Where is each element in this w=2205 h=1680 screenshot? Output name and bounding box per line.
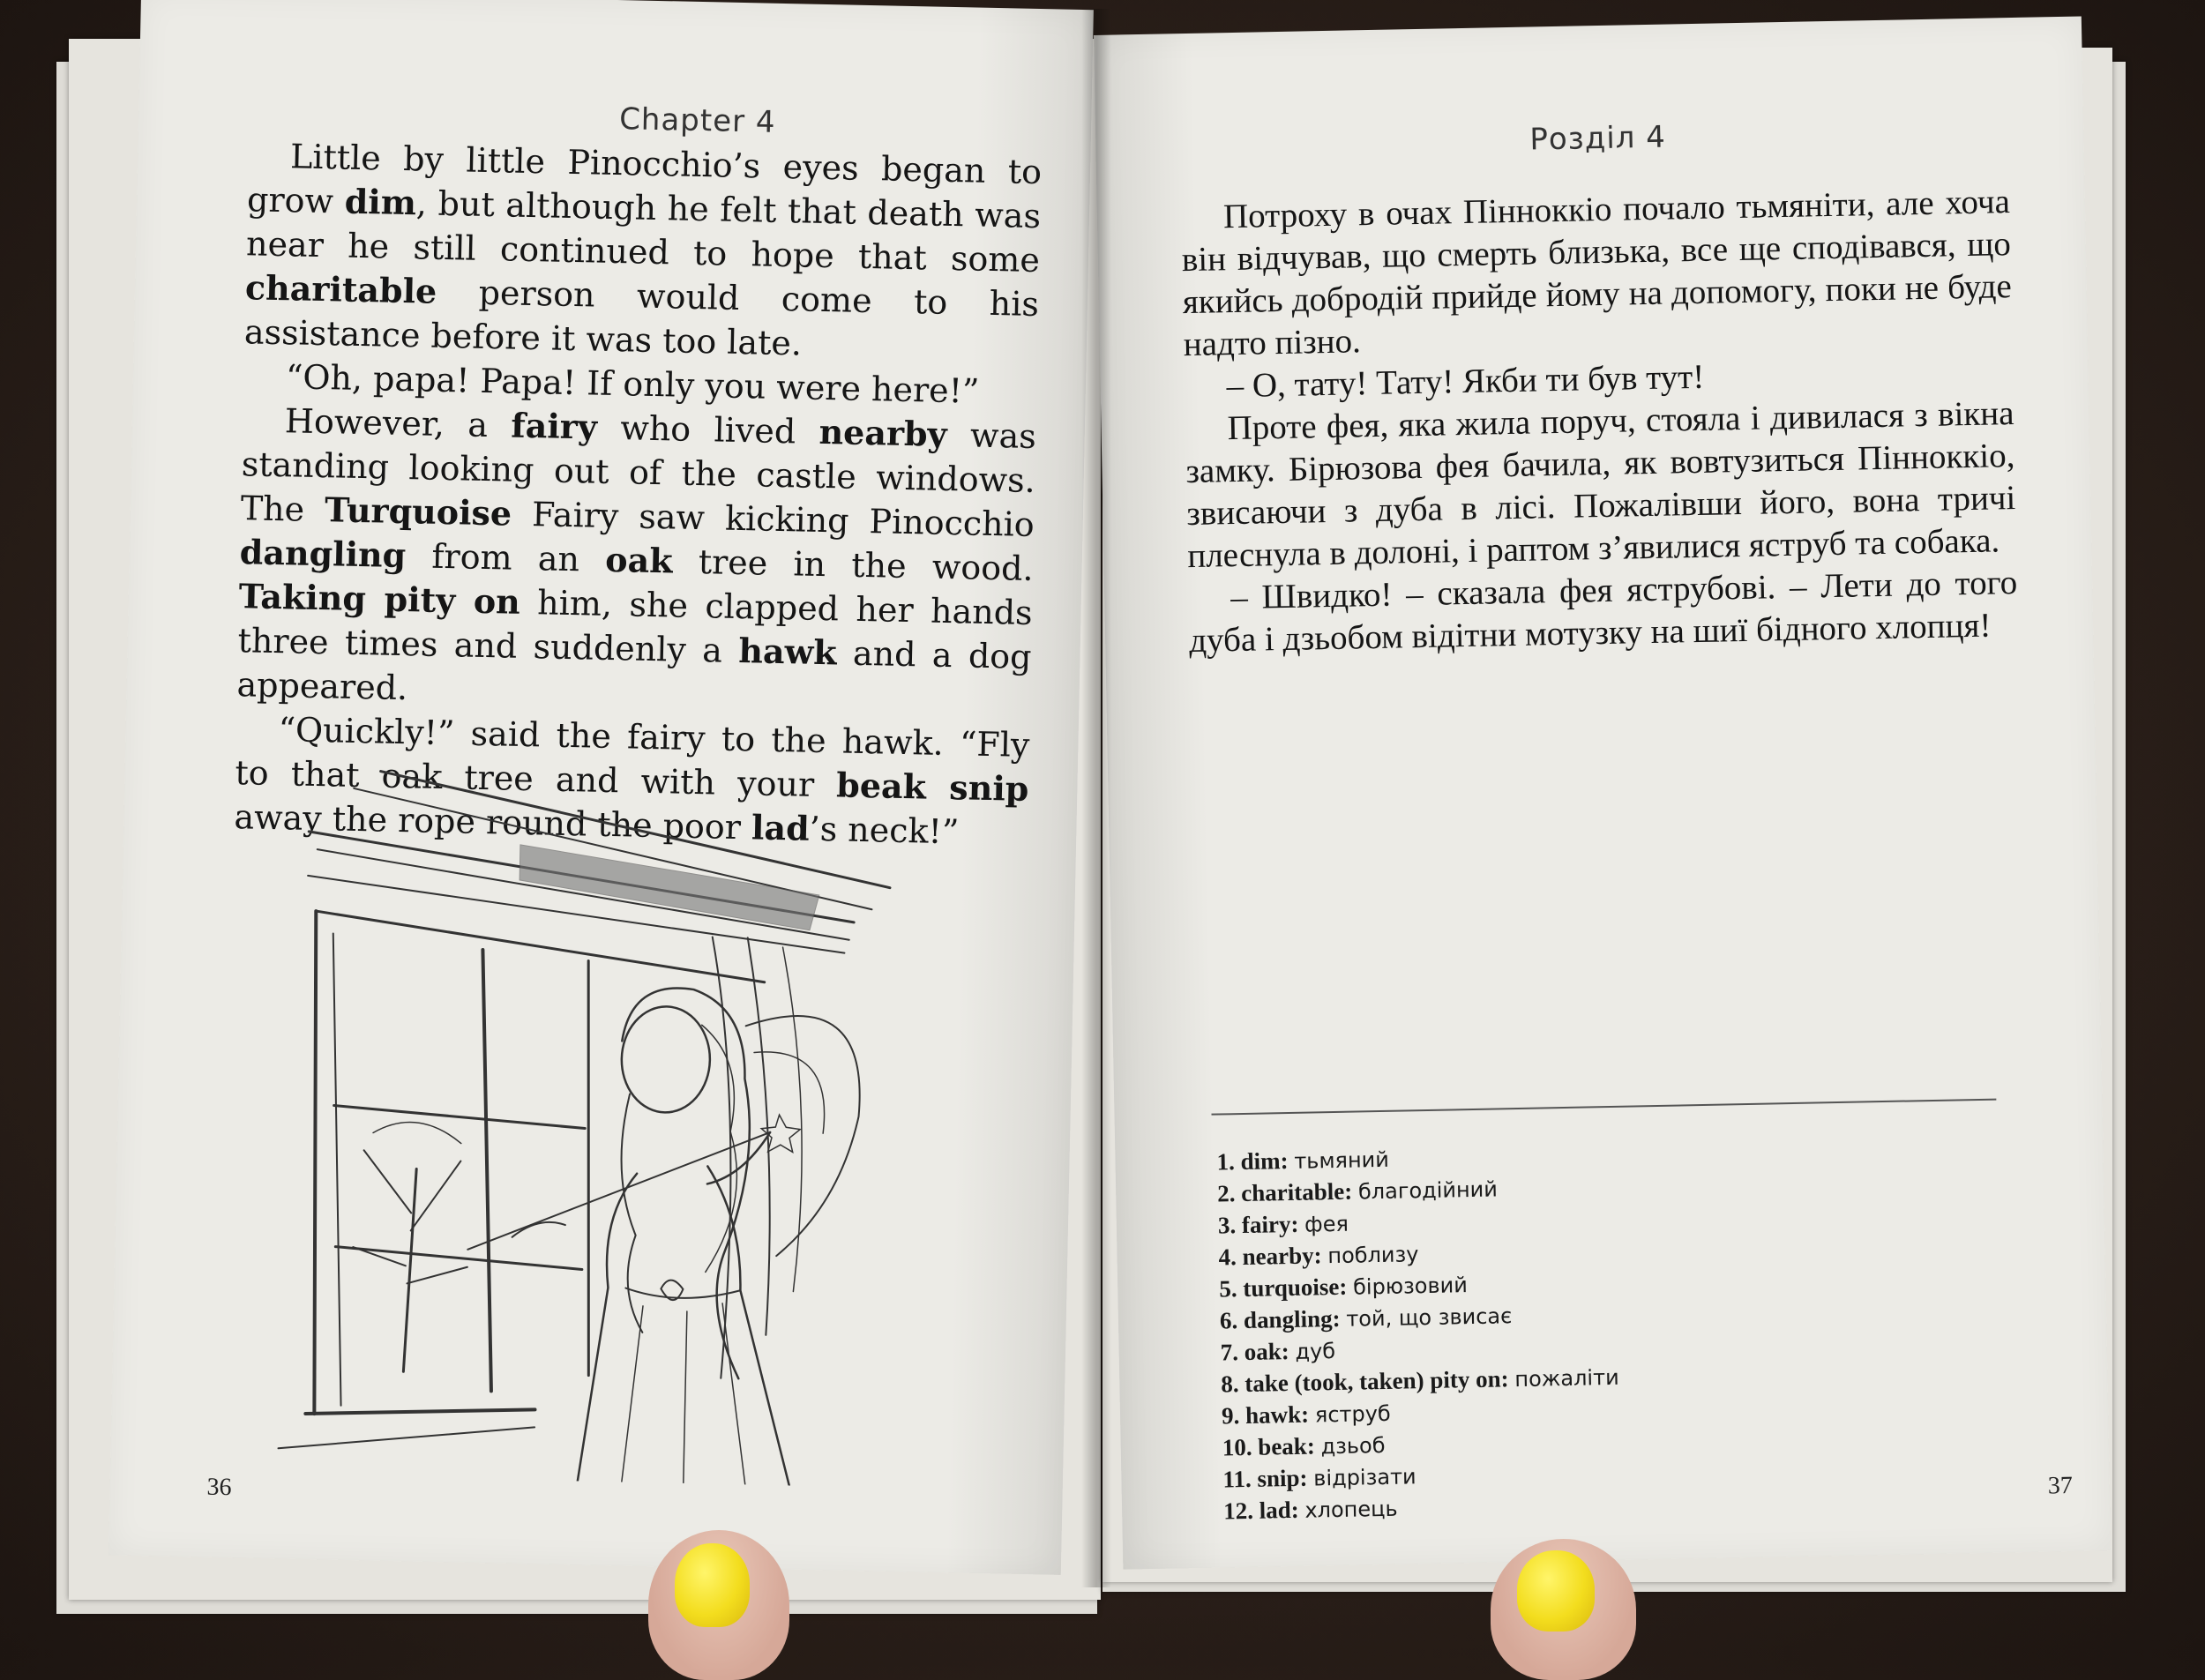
text-run: who lived	[596, 407, 820, 452]
glossary-divider	[1211, 1099, 1996, 1116]
ukrainian-paragraph: Проте фея, яка жила поруч, стояла і дивилася з вікна замку. Бірюзова фея бачила, як вовтузиться Пінноккіо, звисаючи з дуба в лісі. Пожалівши його, вона тричі плеснула в долоні, і раптом з’явилися яструб та собака.	[1185, 394, 2016, 576]
text-run: However, a	[284, 401, 512, 445]
text-run: and a dog appeared.	[236, 633, 1032, 708]
text-run: was standing looking out of the castle windows. The	[240, 414, 1037, 530]
glossary-translation: той, що звисає	[1346, 1303, 1513, 1332]
glossary-word: Turquoise	[324, 489, 512, 534]
glossary-translation: відрізати	[1313, 1464, 1416, 1491]
glossary-word: lad	[751, 807, 811, 848]
glossary-number: 8.	[1221, 1370, 1239, 1398]
glossary-translation: бірюзовий	[1352, 1273, 1469, 1300]
text-run: person would come to his assistance before it was too late.	[243, 272, 1040, 363]
glossary-translation: тьмяний	[1294, 1146, 1390, 1174]
glossary-translation: дуб	[1295, 1339, 1336, 1364]
glossary-translation: благодійний	[1357, 1176, 1499, 1205]
right-thumb-nail	[1517, 1550, 1595, 1631]
glossary-translation: поблизу	[1327, 1242, 1419, 1269]
glossary-number: 2.	[1216, 1180, 1236, 1207]
text-run: Little by little Pinocchio’s eyes began to grow	[246, 137, 1043, 221]
glossary-term: charitable:	[1240, 1177, 1353, 1207]
text-run: from an	[405, 536, 606, 579]
glossary-number: 5.	[1219, 1275, 1237, 1303]
glossary-number: 9.	[1221, 1402, 1240, 1430]
glossary-word: charitable	[244, 267, 437, 311]
text-run: ’s neck!”	[809, 809, 960, 852]
glossary-number: 6.	[1219, 1307, 1238, 1334]
glossary-number: 10.	[1222, 1433, 1252, 1461]
ukrainian-paragraph: Потроху в очах Пінноккіо почало тьмяніти, але хоча він відчував, що смерть близька, все ще сподівався, що якийсь добродій прийде йому на допомогу, поки не буде надто пізно.	[1181, 183, 2013, 364]
glossary-term: dangling:	[1243, 1304, 1341, 1334]
glossary-term: dim:	[1240, 1147, 1289, 1176]
page-number-right: 37	[2047, 1472, 2074, 1500]
glossary-term: turquoise:	[1243, 1273, 1348, 1303]
glossary-translation: пожаліти	[1514, 1364, 1619, 1393]
text-run: “Quickly!” said the fairy to the hawk. “Fly to that oak tree and with your	[235, 710, 1030, 805]
glossary-word: fairy	[510, 405, 598, 447]
chapter-title-english: Chapter 4	[618, 101, 776, 140]
glossary-word: dim	[344, 181, 417, 223]
glossary-translation: дзьоб	[1320, 1432, 1386, 1460]
glossary-number: 11.	[1222, 1465, 1252, 1493]
left-page	[108, 0, 1094, 1575]
glossary-number: 12.	[1222, 1497, 1254, 1525]
glossary-word: hawk	[737, 631, 838, 673]
english-paragraph	[244, 133, 1043, 370]
page-number-left: 36	[206, 1473, 232, 1502]
book-gutter	[1081, 9, 1111, 1587]
ukrainian-paragraph: – О, тату! Тату! Якби ти був тут!	[1226, 357, 1705, 406]
glossary-number: 4.	[1218, 1243, 1237, 1271]
chapter-title-ukrainian: Розділ 4	[1529, 119, 1667, 158]
glossary-word: beak snip	[835, 765, 1029, 809]
glossary-term: lad:	[1259, 1496, 1299, 1524]
glossary-term: fairy:	[1241, 1210, 1299, 1239]
glossary-term: snip:	[1257, 1464, 1308, 1492]
glossary-word: dangling	[239, 532, 407, 576]
text-run: away the rope round the poor	[234, 797, 752, 847]
glossary-translation: яструб	[1314, 1400, 1391, 1428]
fairy-window-illustration	[243, 751, 1016, 1490]
right-page	[1094, 16, 2111, 1569]
glossary-number: 7.	[1220, 1339, 1239, 1366]
text-run: , but although he felt that death was near he still continued to hope that some	[245, 183, 1042, 280]
glossary-word: Taking pity on	[238, 576, 521, 622]
glossary-translation: хлопець	[1304, 1496, 1398, 1523]
glossary-translation: фея	[1304, 1211, 1349, 1237]
english-paragraph	[236, 398, 1036, 723]
glossary-term: hawk:	[1245, 1400, 1310, 1429]
glossary-word: nearby	[818, 411, 948, 454]
text-run: Fairy saw kicking Pinocchio	[511, 494, 1035, 545]
glossary-list	[1216, 1132, 1929, 1527]
glossary-number: 3.	[1217, 1212, 1237, 1239]
glossary-term: nearby:	[1242, 1242, 1322, 1271]
ukrainian-paragraph: – Швидко! – сказала фея яструбові. – Лети до того дуба і дзьобом відітни мотузку на шиї бідного хлопця!	[1188, 564, 2018, 661]
glossary-term: oak:	[1244, 1338, 1289, 1365]
left-thumb-nail	[675, 1543, 750, 1627]
glossary-term: take (took, taken) pity on:	[1245, 1365, 1509, 1397]
glossary-word: oak	[604, 539, 674, 581]
glossary-term: beak:	[1257, 1432, 1316, 1460]
text-run: “Oh, papa! Papa! If only you were here!”	[285, 357, 980, 411]
story-text-english	[234, 133, 1043, 855]
glossary-number: 1.	[1216, 1148, 1236, 1176]
text-run: tree in the wood.	[672, 541, 1035, 589]
text-run: him, she clapped her hands three times and suddenly a	[237, 582, 1034, 671]
story-text-ukrainian	[1181, 181, 2019, 662]
